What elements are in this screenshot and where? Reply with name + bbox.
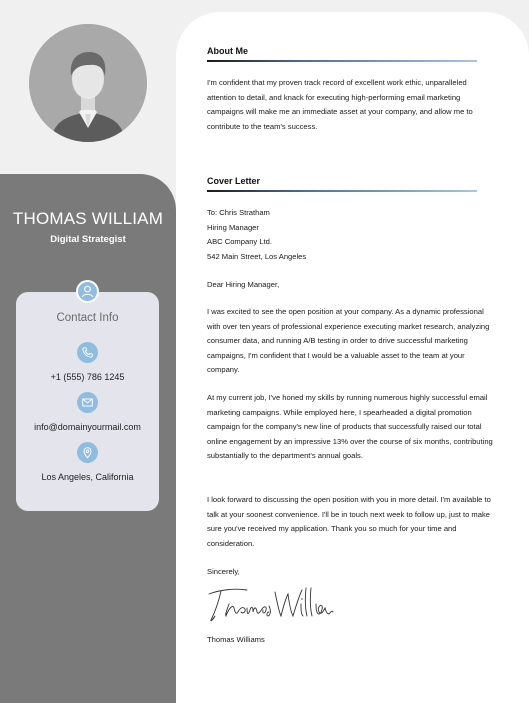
phone-icon (77, 342, 98, 363)
avatar (29, 24, 147, 142)
recipient-line: ABC Company Ltd. (207, 237, 272, 246)
contact-heading: Contact Info (56, 312, 119, 324)
cover-letter-heading: Cover Letter (207, 176, 261, 186)
person-icon (76, 280, 99, 303)
about-divider (207, 60, 477, 62)
envelope-icon (77, 392, 98, 413)
signer-name: Thomas Williams (207, 635, 265, 644)
recipient-line: Hiring Manager (207, 223, 259, 232)
profile-title: Digital Strategist (50, 234, 126, 245)
recipient-line: 542 Main Street, Los Angeles (207, 252, 307, 261)
cover-letter-divider (207, 190, 477, 192)
map-pin-icon (77, 442, 98, 463)
profile-name: THOMAS WILLIAM (12, 209, 164, 228)
letter-paragraph: I was excited to see the open position at your company. As a dynamic professional with over ten years of professional experience executing market research, analyzing consumer data, and running A/B testing in order to drive successful marketing campaigns, I'm confident that I would be a valuable asset to the team at your company. (207, 307, 490, 375)
about-heading: About Me (207, 46, 248, 56)
person-photo-icon (29, 24, 147, 142)
recipient-line: To: Chris Stratham (207, 208, 270, 217)
contact-phone[interactable]: +1 (555) 786 1245 (50, 372, 125, 382)
letter-paragraph: I look forward to discussing the open position with you in more detail. I'm available to talk at your soonest convenience. I'll be in touch next week to follow up, just to make sure you've received my application. Thank you so much for your time and consideration. (207, 495, 491, 548)
contact-location: Los Angeles, California (41, 472, 134, 482)
salutation: Dear Hiring Manager, (207, 280, 280, 289)
closing: Sincerely, (207, 567, 240, 576)
signature (205, 582, 335, 624)
contact-email[interactable]: info@domainyourmail.com (34, 422, 141, 432)
about-text: I'm confident that my proven track record of excellent work ethic, unparalleled attention to detail, and knack for executing high-performing email marketing campaigns will make me an immediate asset at your company, and allow me to contribute to the team's success. (207, 78, 473, 131)
letter-paragraph: At my current job, I've honed my skills by running numerous highly successful email marketing campaigns. While employed here, I spearheaded a digital promotion campaign for the company's new line of products that successfully raised our total online engagement by an impressive 13% over the course of six months, contributing substantially to the department's annual goals. (207, 393, 493, 461)
